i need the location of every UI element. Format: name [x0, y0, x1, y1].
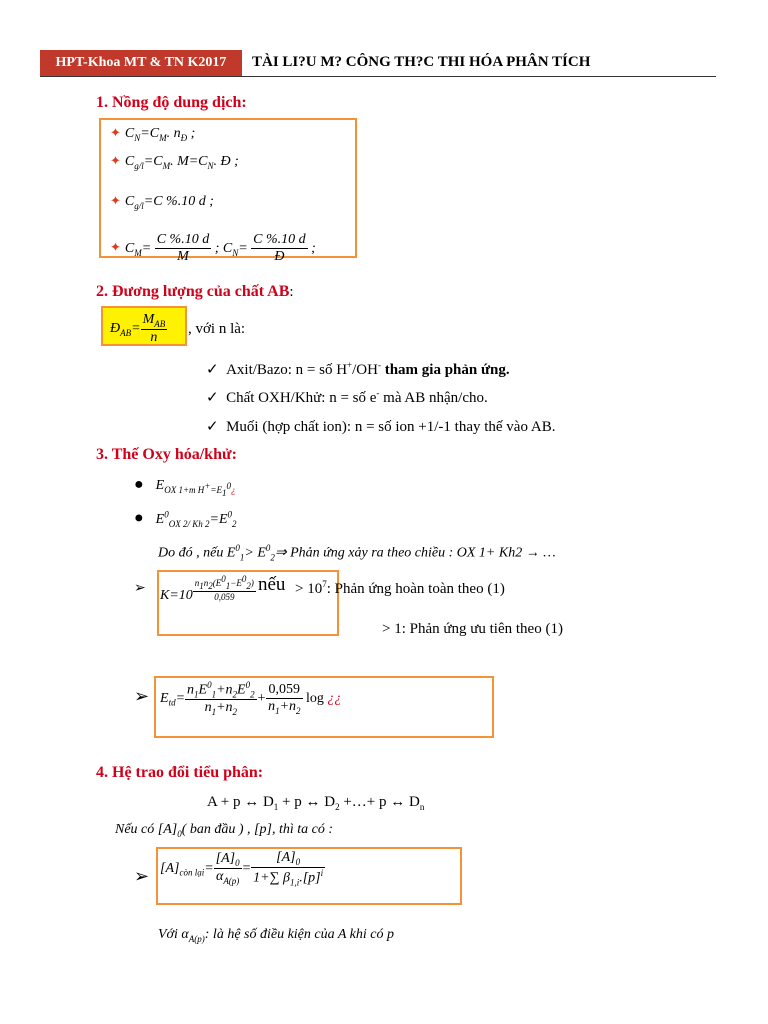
- section-1-heading: 1. Nồng độ dung dịch:: [96, 94, 247, 111]
- section-3-heading: 3. Thế Oxy hóa/khử:: [96, 446, 237, 463]
- n-rule-acid-base: ✓ Axit/Bazo: n = số H+/OH- tham gia phản ứng.: [206, 360, 510, 378]
- header-tag: HPT-Khoa MT & TN K2017: [40, 50, 242, 76]
- formula-cn: ✦ $C_N=C_M$. $n_Đ$ ;: [110, 125, 196, 143]
- mixture-potential: $E_{td}=$ $\frac{n_1E^0_1+n_2E^0_2}{n_1+n_2}$ + $\frac{0,059}{n_1+n_2}$ log ¿¿: [160, 680, 342, 718]
- given-condition: Nếu có $[A]_0$( ban đầu ) , [p], thì ta có :: [115, 822, 333, 839]
- equivalent-caption: , với n là:: [188, 321, 246, 337]
- alpha-definition: Với $\alpha_{A(p)}$: là hệ số điều kiện của A khi có p: [158, 927, 394, 944]
- potential-e2: ● $E^0_{OX 2/ Kh 2}=E^0_2$: [134, 509, 237, 529]
- bullet-icon: ✦: [110, 239, 121, 255]
- section-4-heading: 4. Hệ trao đổi tiểu phân:: [96, 764, 264, 781]
- formula-cgl-percent: ✦ $C_{g/l}=C$ %.10 d ;: [110, 193, 214, 211]
- check-icon: ✓: [206, 390, 219, 406]
- header-divider: [40, 76, 716, 77]
- reaction-direction: Do đó , nếu $E^0_1>$ $E^0_2\Rightarrow$ Phản ứng xảy ra theo chiều : OX 1+ Kh2 → …: [158, 543, 556, 563]
- exchange-equation: A + p ↔ $D_1 + p$ ↔ $D_2$ +…+ p ↔ $D_n$: [207, 794, 425, 812]
- page-title: TÀI LI?U M? CÔNG TH?C THI HÓA PHÂN TÍCH: [252, 54, 591, 70]
- if-label: nếu: [258, 574, 286, 595]
- n-rule-salt: ✓ Muối (hợp chất ion): n = số ion +1/-1 thay thế vào AB.: [206, 419, 556, 435]
- section-2-heading: 2. Đương lượng của chất AB:: [96, 283, 294, 300]
- equilibrium-constant: K=10 $\frac{n_1n_2(E^0_1-E^0_2)}{0,059}$: [160, 574, 254, 603]
- bullet-dot-icon: ●: [134, 509, 144, 527]
- preferred-reaction-condition: > 1: Phản ứng ưu tiên theo (1): [382, 621, 563, 637]
- check-icon: ✓: [206, 362, 219, 378]
- arrow-marker-icon: ➢: [134, 686, 150, 706]
- arrow-marker-icon: ➢: [134, 581, 146, 596]
- bullet-icon: ✦: [110, 193, 121, 208]
- n-rule-redox: ✓ Chất OXH/Khử: n = số e- mà AB nhận/cho.: [206, 388, 488, 406]
- bullet-dot-icon: ●: [134, 476, 144, 493]
- formula-cm-cn: ✦ $C_M=$ $\frac{C \%.10 d}{M}$ ; $C_N=$ $\frac{C \%.10 d}{Đ}$ ;: [110, 232, 316, 264]
- equivalent-formula: $Đ_{AB}=$ $\frac{M_{AB}}{n}$: [110, 312, 166, 345]
- arrow-marker-icon: ➢: [134, 866, 150, 886]
- bullet-icon: ✦: [110, 125, 121, 140]
- potential-e1: ● $E_{OX 1+m H^+=E_1^0¿}$: [134, 476, 236, 498]
- bullet-icon: ✦: [110, 153, 121, 168]
- check-icon: ✓: [206, 419, 219, 435]
- complete-reaction-condition: > $10^7$: Phản ứng hoàn toàn theo (1): [295, 579, 505, 597]
- formula-cgl: ✦ $C_{g/l}=C_M$. $M=C_N$. Đ ;: [110, 153, 239, 171]
- remaining-concentration: $[A]_{còn lại}=$ $\frac{[A]_0}{\alpha_{A(p)}}$ = $\frac{[A]_0}{1+\sum \beta_{1,i}.[p]^i}$: [160, 850, 324, 888]
